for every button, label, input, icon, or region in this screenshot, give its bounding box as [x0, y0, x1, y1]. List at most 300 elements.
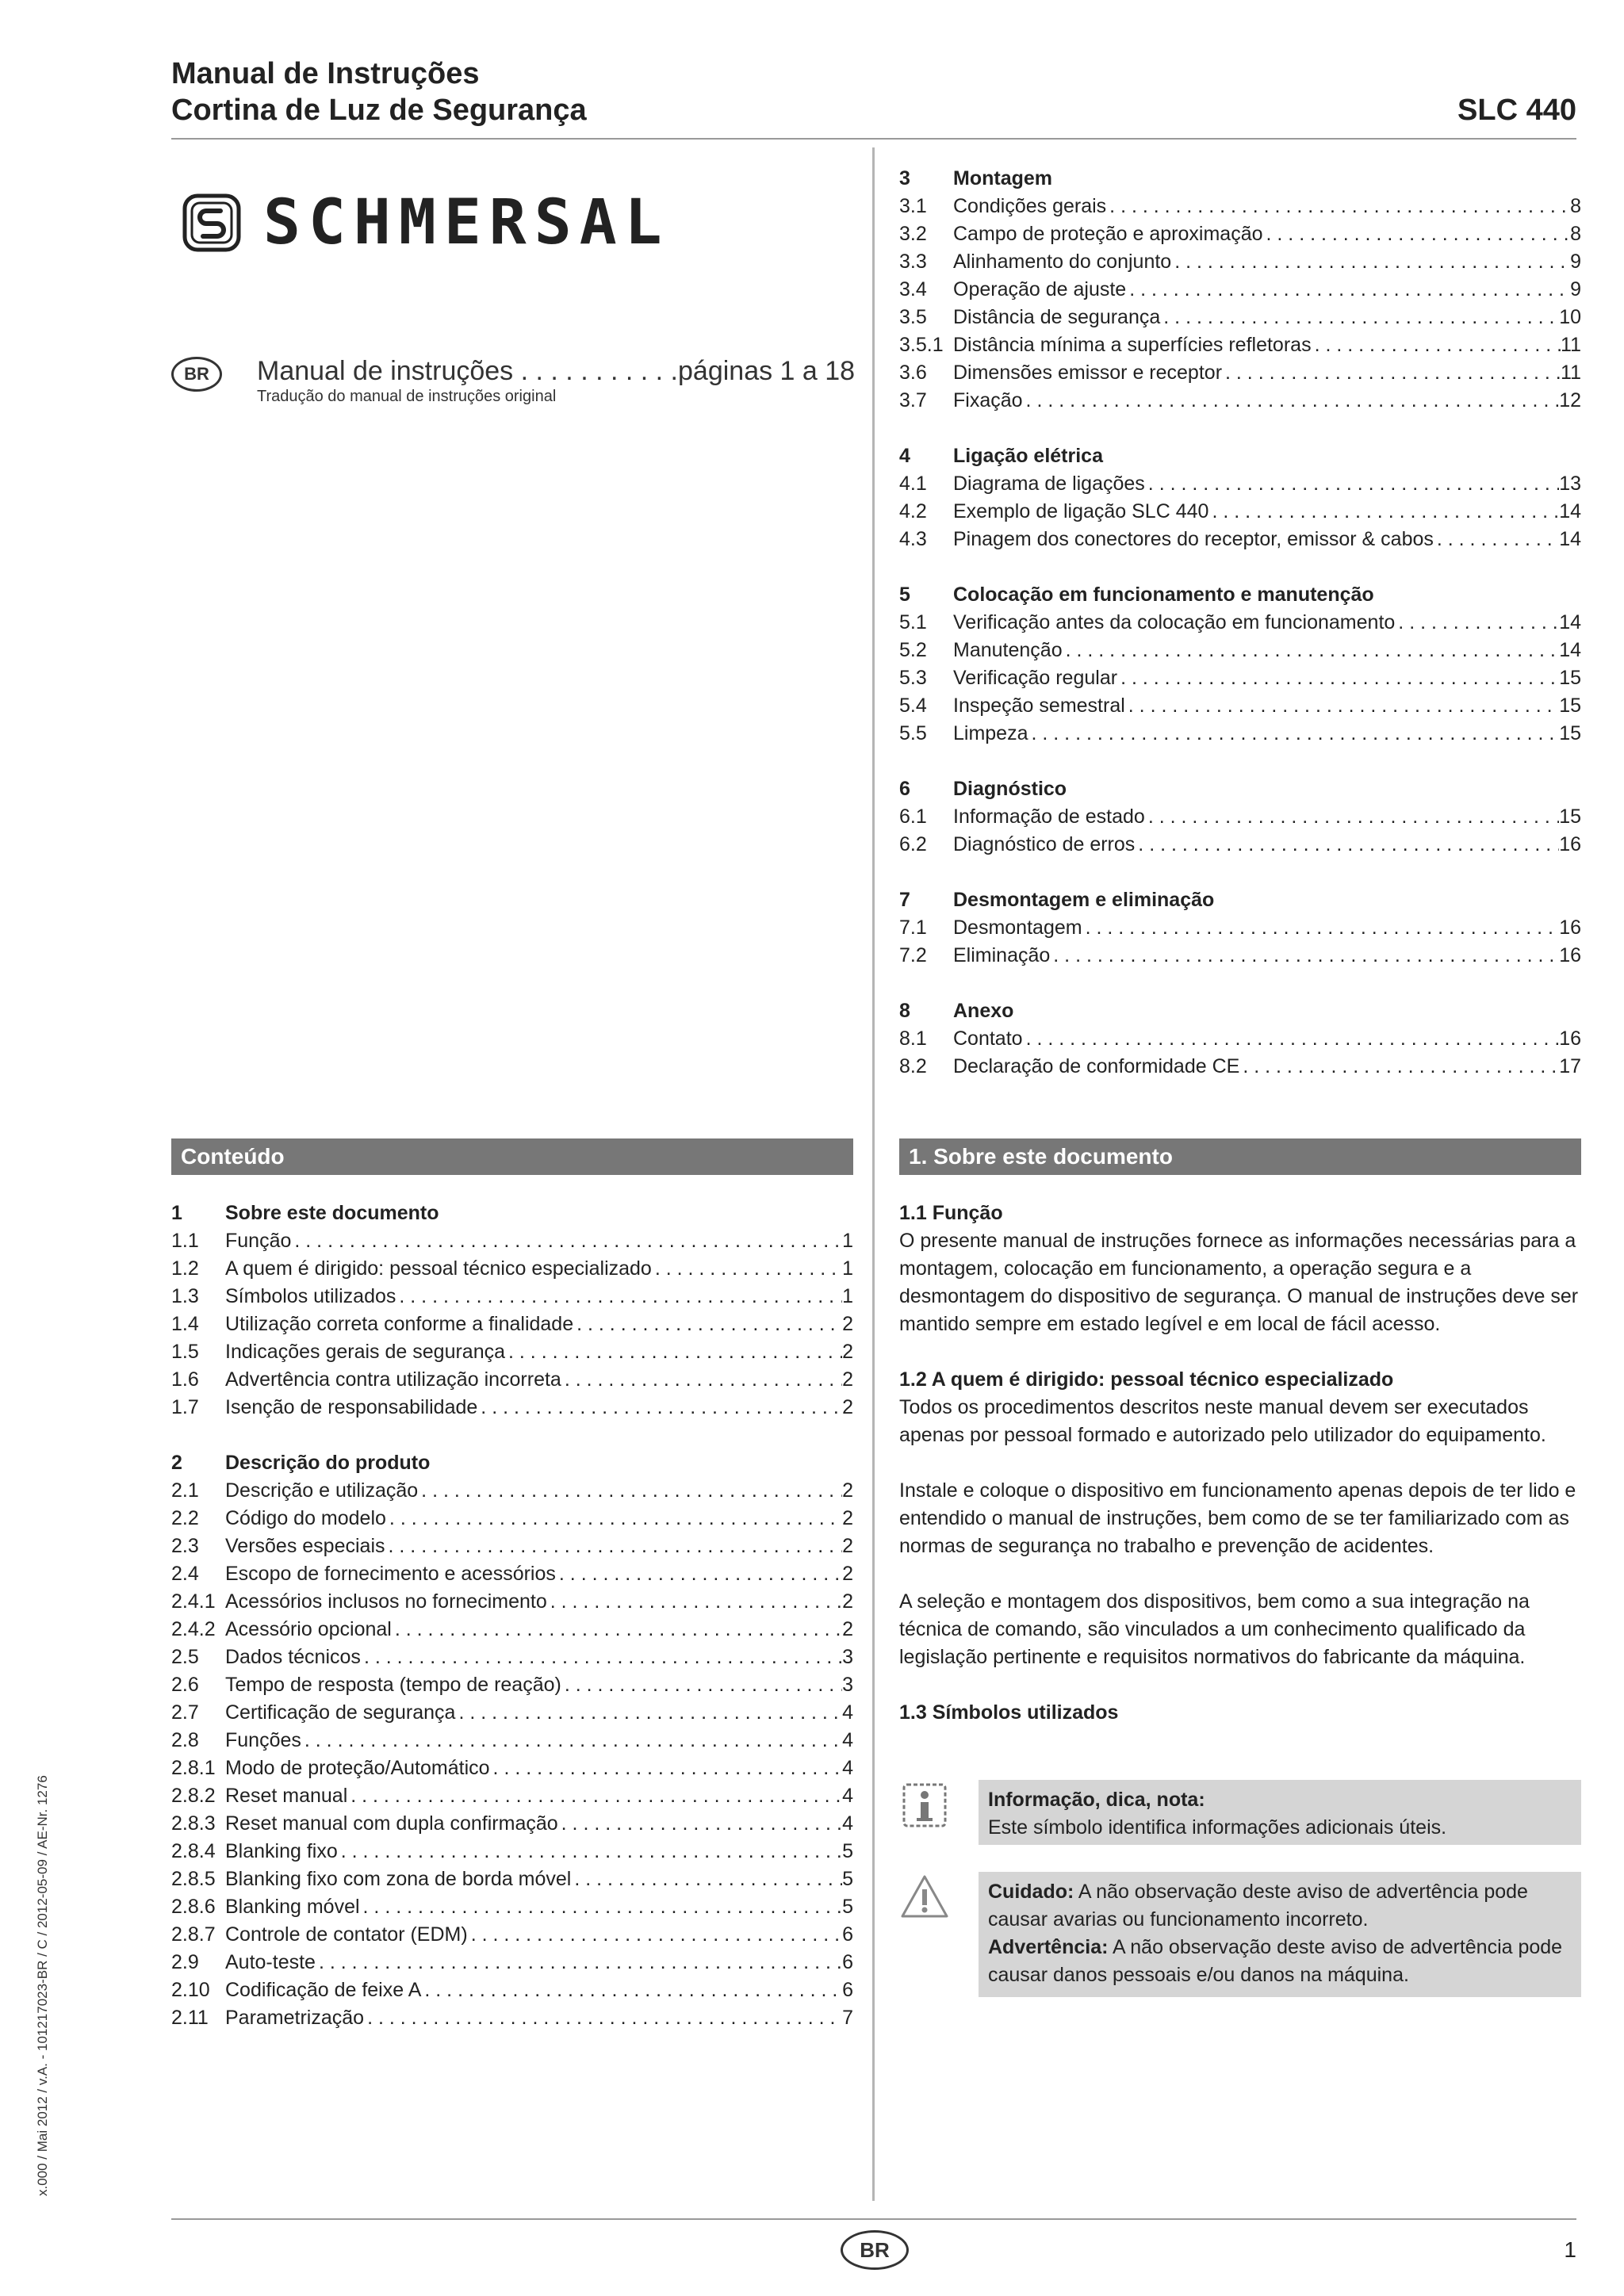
toc-leader-dots [1126, 276, 1570, 304]
toc-label: Modo de proteção/Automático [225, 1757, 490, 1779]
toc-entry [899, 387, 1581, 415]
manual-reference [171, 355, 855, 406]
toc-leader-dots [1125, 692, 1559, 720]
toc-leader-dots [561, 1366, 842, 1394]
toc-leader-dots [556, 1560, 842, 1588]
toc-number: 4.3 [899, 528, 927, 550]
toc-leader-dots [1145, 803, 1559, 831]
toc-leader-dots [547, 1588, 842, 1616]
toc-page-number: 3 [842, 1674, 853, 1696]
toc-label: Utilização correta conforme a finalidade [225, 1313, 574, 1335]
toc-entry [899, 1025, 1581, 1053]
toc-number: 5.5 [899, 722, 927, 744]
toc-leader-dots [1160, 304, 1559, 331]
toc-number: 1.7 [171, 1396, 199, 1418]
toc-entry [171, 1866, 853, 1893]
toc-number: 7.2 [899, 944, 927, 966]
warning-triangle-icon [899, 1872, 950, 1923]
toc-label: Descrição do produto [225, 1452, 431, 1474]
toc-number: 5 [899, 584, 910, 606]
product-code: SLC 440 [1457, 94, 1576, 127]
toc-number: 2.4 [171, 1563, 199, 1585]
toc-entry [171, 2004, 853, 2032]
toc-number: 3.1 [899, 195, 927, 217]
toc-label: Acessórios inclusos no fornecimento [225, 1590, 547, 1613]
toc-entry [171, 1893, 853, 1921]
toc-leader-dots [1395, 609, 1559, 637]
toc-page-number: 9 [1570, 251, 1581, 273]
warning-note [899, 1872, 1581, 1999]
toc-group [899, 581, 1581, 748]
toc-page-number: 16 [1559, 944, 1581, 966]
toc-entry [899, 1053, 1581, 1081]
toc-leader-dots [1312, 331, 1561, 359]
toc-page-number: 3 [842, 1646, 853, 1668]
toc-entry [171, 1311, 853, 1338]
toc-number: 2.8.1 [171, 1757, 216, 1779]
toc-label: Condições gerais [953, 195, 1107, 217]
manual-translation-note: Tradução do manual de instruções original [257, 388, 557, 405]
toc-label: Código do modelo [225, 1507, 386, 1529]
toc-number: 3.3 [899, 251, 927, 273]
toc-label: Blanking fixo com zona de borda móvel [225, 1868, 572, 1890]
toc-number: 3.7 [899, 389, 927, 411]
toc-number: 2.8.6 [171, 1896, 216, 1918]
toc-number: 3.4 [899, 278, 927, 300]
toc-page-number: 17 [1559, 1055, 1581, 1077]
toc-entry [171, 1644, 853, 1671]
toc-leader-dots [291, 1227, 842, 1255]
toc-label: A quem é dirigido: pessoal técnico especializado [225, 1257, 652, 1280]
toc-entry [899, 248, 1581, 276]
toc-leader-dots [338, 1838, 842, 1866]
toc-label: Sobre este documento [225, 1202, 439, 1224]
toc-entry [171, 1588, 853, 1616]
toc-label: Operação de ajuste [953, 278, 1127, 300]
toc-entry [899, 498, 1581, 526]
toc-label: Blanking fixo [225, 1840, 338, 1862]
toc-entry [171, 1283, 853, 1311]
toc-leader-dots [1171, 248, 1570, 276]
toc-leader-dots [360, 1893, 843, 1921]
toc-entry [171, 1976, 853, 2004]
toc-entry [171, 1921, 853, 1949]
toc-entry [171, 1560, 853, 1588]
toc-entry [899, 331, 1581, 359]
toc-entry [899, 470, 1581, 498]
toc-page-number: 12 [1559, 389, 1581, 411]
toc-entry [171, 1227, 853, 1255]
toc-label: Descrição e utilização [225, 1479, 419, 1502]
toc-entry [899, 942, 1581, 970]
toc-entry [899, 193, 1581, 220]
toc-page-number: 6 [842, 1979, 853, 2001]
toc-entry [171, 1505, 853, 1533]
toc-group [171, 1449, 853, 2032]
warning-text: A não observação deste aviso de advertência pode causar danos pessoais e/ou danos na máquina. [988, 1936, 1563, 1986]
caution-label: Cuidado: [988, 1881, 1074, 1903]
toc-entry [899, 304, 1581, 331]
toc-page-number: 6 [842, 1951, 853, 1973]
toc-leader-dots [490, 1755, 843, 1782]
toc-entry [899, 692, 1581, 720]
title-line-1: Manual de Instruções [171, 57, 480, 90]
toc-label: Advertência contra utilização incorreta [225, 1368, 561, 1391]
toc-group [899, 775, 1581, 859]
toc-label: Exemplo de ligação SLC 440 [953, 500, 1209, 522]
toc-leader-dots [1106, 193, 1570, 220]
title-line-2: Cortina de Luz de Segurança [171, 94, 587, 127]
toc-label: Tempo de resposta (tempo de reação) [225, 1674, 561, 1696]
toc-leader-dots [652, 1255, 842, 1283]
toc-label: Declaração de conformidade CE [953, 1055, 1240, 1077]
toc-entry [171, 1366, 853, 1394]
toc-label: Anexo [953, 1000, 1014, 1022]
info-title: Informação, dica, nota: [988, 1789, 1205, 1811]
toc-page-number: 8 [1570, 195, 1581, 217]
paragraph-1-2b: Instale e coloque o dispositivo em funcionamento apenas depois de ter lido e entendido o manual de instruções, bem como de se ter familiarizado com as normas de segurança no trabalho e prevenção de acidentes. [899, 1479, 1576, 1557]
info-text: Este símbolo identifica informações adicionais úteis. [988, 1816, 1447, 1839]
toc-label: Diagrama de ligações [953, 473, 1145, 495]
toc-leader-dots [1117, 664, 1559, 692]
toc-leader-dots [1434, 526, 1559, 553]
toc-page-number: 1 [842, 1257, 853, 1280]
heading-1-1: 1.1 Função [899, 1202, 1003, 1224]
toc-label: Pinagem dos conectores do receptor, emissor & cabos [953, 528, 1434, 550]
toc-number: 2.4.2 [171, 1618, 216, 1640]
toc-number: 7 [899, 889, 910, 911]
toc-number: 2 [171, 1452, 182, 1474]
toc-number: 5.3 [899, 667, 927, 689]
toc-leader-dots [1208, 498, 1559, 526]
toc-number: 1.6 [171, 1368, 199, 1391]
toc-entry [899, 914, 1581, 942]
info-box [979, 1780, 1581, 1845]
toc-page-number: 11 [1561, 334, 1581, 356]
toc-label: Escopo de fornecimento e acessórios [225, 1563, 556, 1585]
toc-page-number: 1 [842, 1285, 853, 1307]
toc-label: Versões especiais [225, 1535, 385, 1557]
toc-label: Informação de estado [953, 806, 1145, 828]
toc-number: 6 [899, 778, 910, 800]
toc-leader-dots [1023, 1025, 1560, 1053]
toc-label: Auto-teste [225, 1951, 316, 1973]
toc-entry [171, 1699, 853, 1727]
toc-label: Limpeza [953, 722, 1028, 744]
paragraph-1-2c: A seleção e montagem dos dispositivos, bem como a sua integração na técnica de comando, são vinculados a um conhecimento qualificado da legislação pertinente e requisitos normativos do fabricante da máquina. [899, 1590, 1530, 1668]
toc-label: Inspeção semestral [953, 695, 1125, 717]
toc-page-number: 6 [842, 1923, 853, 1946]
toc-number: 3.5 [899, 306, 927, 328]
toc-section-heading [899, 581, 1581, 609]
toc-label: Função [225, 1230, 292, 1252]
toc-entry [171, 1949, 853, 1976]
toc-number: 7.1 [899, 916, 927, 939]
toc-group [899, 442, 1581, 553]
toc-section-heading [899, 886, 1581, 914]
table-of-contents [171, 1200, 853, 2060]
toc-label: Montagem [953, 167, 1052, 189]
toc-number: 2.2 [171, 1507, 199, 1529]
toc-entry [171, 1727, 853, 1755]
toc-page-number: 2 [842, 1479, 853, 1502]
toc-number: 1.2 [171, 1257, 199, 1280]
toc-group [899, 165, 1581, 415]
toc-entry [171, 1394, 853, 1422]
page-number: 1 [1564, 2237, 1576, 2262]
toc-number: 5.2 [899, 639, 927, 661]
toc-number: 5.1 [899, 611, 927, 633]
toc-leader-dots [571, 1866, 842, 1893]
toc-section-heading [171, 1200, 853, 1227]
toc-label: Distância mínima a superfícies refletoras [953, 334, 1312, 356]
toc-label: Parametrização [225, 2007, 365, 2029]
toc-leader-dots [1050, 942, 1559, 970]
column-divider [872, 147, 875, 2201]
toc-entry [171, 1838, 853, 1866]
toc-label: Certificação de segurança [225, 1701, 456, 1724]
info-note [899, 1780, 1581, 1851]
toc-leader-dots [561, 1671, 842, 1699]
toc-entry [171, 1533, 853, 1560]
toc-number: 2.8.5 [171, 1868, 216, 1890]
toc-entry [899, 359, 1581, 387]
toc-entry [899, 276, 1581, 304]
toc-continued [899, 165, 1581, 1108]
toc-leader-dots [1263, 220, 1571, 248]
toc-label: Diagnóstico de erros [953, 833, 1136, 855]
toc-leader-dots [361, 1644, 842, 1671]
toc-number: 2.8.3 [171, 1812, 216, 1835]
toc-page-number: 2 [842, 1618, 853, 1640]
toc-number: 2.8 [171, 1729, 199, 1751]
paragraph-1-2a: Todos os procedimentos descritos neste manual devem ser executados apenas por pessoal formado e autorizado pelo utilizador do equipamento. [899, 1396, 1546, 1446]
toc-number: 2.5 [171, 1646, 199, 1668]
schmersal-wordmark [263, 194, 787, 251]
toc-leader-dots [386, 1505, 842, 1533]
toc-page-number: 16 [1559, 1027, 1581, 1050]
toc-number: 3 [899, 167, 910, 189]
toc-label: Dimensões emissor e receptor [953, 362, 1223, 384]
toc-number: 3.2 [899, 223, 927, 245]
caution-text: A não observação deste aviso de advertência pode causar avarias ou funcionamento incorreto. [988, 1881, 1528, 1931]
toc-page-number: 8 [1570, 223, 1581, 245]
toc-entry [899, 220, 1581, 248]
toc-leader-dots [1023, 387, 1560, 415]
toc-leader-dots [1063, 637, 1560, 664]
toc-number: 2.8.2 [171, 1785, 216, 1807]
heading-1-2: 1.2 A quem é dirigido: pessoal técnico especializado [899, 1368, 1394, 1391]
toc-number: 3.5.1 [899, 334, 944, 356]
language-badge: BR [171, 357, 222, 392]
toc-number: 1.5 [171, 1341, 199, 1363]
toc-number: 8.1 [899, 1027, 927, 1050]
toc-leader-dots [301, 1727, 842, 1755]
toc-number: 2.11 [171, 2007, 209, 2029]
toc-entry [171, 1338, 853, 1366]
toc-label: Fixação [953, 389, 1023, 411]
footer-divider [171, 2218, 1576, 2220]
toc-page-number: 1 [842, 1230, 853, 1252]
toc-label: Verificação antes da colocação em funcionamento [953, 611, 1396, 633]
toc-page-number: 2 [842, 1535, 853, 1557]
toc-number: 2.1 [171, 1479, 199, 1502]
toc-leader-dots [468, 1921, 842, 1949]
toc-label: Colocação em funcionamento e manutenção [953, 584, 1374, 606]
toc-section-heading [899, 165, 1581, 193]
toc-page-number: 10 [1559, 306, 1581, 328]
toc-number: 2.4.1 [171, 1590, 216, 1613]
toc-number: 4.2 [899, 500, 927, 522]
toc-page-number: 2 [842, 1396, 853, 1418]
toc-leader-dots [316, 1949, 842, 1976]
document-title [171, 55, 587, 128]
toc-leader-dots [421, 1976, 842, 2004]
toc-page-number: 7 [842, 2007, 853, 2029]
toc-entry [171, 1255, 853, 1283]
toc-page-number: 4 [842, 1757, 853, 1779]
toc-page-number: 14 [1559, 528, 1581, 550]
toc-label: Campo de proteção e aproximação [953, 223, 1263, 245]
schmersal-logo [182, 193, 787, 252]
toc-page-number: 2 [842, 1368, 853, 1391]
toc-page-number: 2 [842, 1590, 853, 1613]
section-1-body [899, 1200, 1581, 1727]
toc-page-number: 11 [1561, 362, 1581, 384]
toc-number: 4 [899, 445, 910, 467]
toc-page-number: 14 [1559, 639, 1581, 661]
brand-name: SCHMERSAL [263, 194, 670, 251]
toc-leader-dots [505, 1338, 842, 1366]
toc-label: Blanking móvel [225, 1896, 360, 1918]
toc-number: 6.2 [899, 833, 927, 855]
toc-leader-dots [1239, 1053, 1559, 1081]
heading-1-3: 1.3 Símbolos utilizados [899, 1701, 1119, 1724]
toc-number: 1.3 [171, 1285, 199, 1307]
toc-entry [899, 664, 1581, 692]
toc-page-number: 4 [842, 1729, 853, 1751]
toc-number: 5.4 [899, 695, 927, 717]
paragraph-1-1: O presente manual de instruções fornece as informações necessárias para a montagem, colocação em funcionamento, a operação segura e a desmontagem do dispositivo de segurança. O manual de instruções deve ser mantido sempre em estado legível e em local de fácil acesso. [899, 1230, 1579, 1335]
toc-entry [899, 637, 1581, 664]
toc-page-number: 5 [842, 1840, 853, 1862]
toc-section-heading [171, 1449, 853, 1477]
toc-leader-dots [364, 2004, 842, 2032]
toc-number: 2.7 [171, 1701, 199, 1724]
toc-number: 2.8.7 [171, 1923, 216, 1946]
warning-label: Advertência: [988, 1936, 1109, 1958]
toc-leader-dots [385, 1533, 843, 1560]
toc-entry [171, 1671, 853, 1699]
toc-page-number: 5 [842, 1868, 853, 1890]
toc-leader-dots [1222, 359, 1561, 387]
toc-page-number: 15 [1559, 806, 1581, 828]
toc-entry [171, 1810, 853, 1838]
toc-page-number: 15 [1559, 695, 1581, 717]
toc-leader-dots [573, 1311, 842, 1338]
toc-label: Contato [953, 1027, 1023, 1050]
toc-entry [171, 1616, 853, 1644]
toc-page-number: 5 [842, 1896, 853, 1918]
toc-label: Acessório opcional [225, 1618, 392, 1640]
toc-number: 2.6 [171, 1674, 199, 1696]
header-divider [171, 138, 1576, 140]
toc-number: 4.1 [899, 473, 927, 495]
toc-leader-dots [558, 1810, 842, 1838]
toc-entry [899, 609, 1581, 637]
toc-label: Alinhamento do conjunto [953, 251, 1172, 273]
toc-page-number: 2 [842, 1563, 853, 1585]
toc-label: Símbolos utilizados [225, 1285, 396, 1307]
toc-leader-dots [392, 1616, 842, 1644]
toc-entry [899, 526, 1581, 553]
info-icon [899, 1780, 950, 1831]
toc-leader-dots [455, 1699, 842, 1727]
document-revision-note: x.000 / Mai 2012 / v.A. - 101217023-BR / C / 2012-05-09 / AE-Nr. 1276 [35, 1775, 50, 2196]
toc-group [899, 997, 1581, 1081]
toc-page-number: 15 [1559, 667, 1581, 689]
toc-entry [171, 1755, 853, 1782]
toc-number: 2.9 [171, 1951, 199, 1973]
section-1-header: 1. Sobre este documento [899, 1138, 1581, 1175]
toc-label: Reset manual [225, 1785, 348, 1807]
manual-pages-line: Manual de instruções . . . . . . . . . . .páginas 1 a 18 [257, 356, 856, 386]
toc-label: Reset manual com dupla confirmação [225, 1812, 558, 1835]
toc-label: Controle de contator (EDM) [225, 1923, 468, 1946]
toc-page-number: 14 [1559, 611, 1581, 633]
toc-number: 8.2 [899, 1055, 927, 1077]
toc-section-heading [899, 997, 1581, 1025]
toc-number: 1.1 [171, 1230, 199, 1252]
toc-number: 2.10 [171, 1979, 210, 2001]
toc-label: Dados técnicos [225, 1646, 361, 1668]
toc-number: 2.8.4 [171, 1840, 216, 1862]
toc-label: Eliminação [953, 944, 1051, 966]
warning-box [979, 1872, 1581, 1997]
toc-page-number: 16 [1559, 833, 1581, 855]
toc-entry [899, 720, 1581, 748]
toc-page-number: 15 [1559, 722, 1581, 744]
toc-entry [899, 803, 1581, 831]
footer-language-badge: BR [841, 2230, 909, 2270]
toc-leader-dots [396, 1283, 842, 1311]
toc-label: Desmontagem e eliminação [953, 889, 1215, 911]
toc-entry [171, 1477, 853, 1505]
toc-label: Manutenção [953, 639, 1063, 661]
toc-page-number: 4 [842, 1701, 853, 1724]
toc-page-number: 16 [1559, 916, 1581, 939]
toc-leader-dots [477, 1394, 842, 1422]
toc-label: Diagnóstico [953, 778, 1067, 800]
toc-number: 1.4 [171, 1313, 199, 1335]
toc-label: Ligação elétrica [953, 445, 1103, 467]
toc-number: 3.6 [899, 362, 927, 384]
toc-page-number: 4 [842, 1812, 853, 1835]
toc-page-number: 2 [842, 1313, 853, 1335]
toc-leader-dots [1145, 470, 1559, 498]
toc-page-number: 9 [1570, 278, 1581, 300]
toc-page-number: 14 [1559, 500, 1581, 522]
toc-leader-dots [418, 1477, 842, 1505]
toc-label: Codificação de feixe A [225, 1979, 422, 2001]
toc-number: 1 [171, 1202, 182, 1224]
toc-section-heading [899, 775, 1581, 803]
schmersal-logo-icon [182, 193, 241, 252]
toc-leader-dots [1082, 914, 1560, 942]
toc-group [171, 1200, 853, 1422]
toc-number: 2.3 [171, 1535, 199, 1557]
toc-number: 6.1 [899, 806, 927, 828]
